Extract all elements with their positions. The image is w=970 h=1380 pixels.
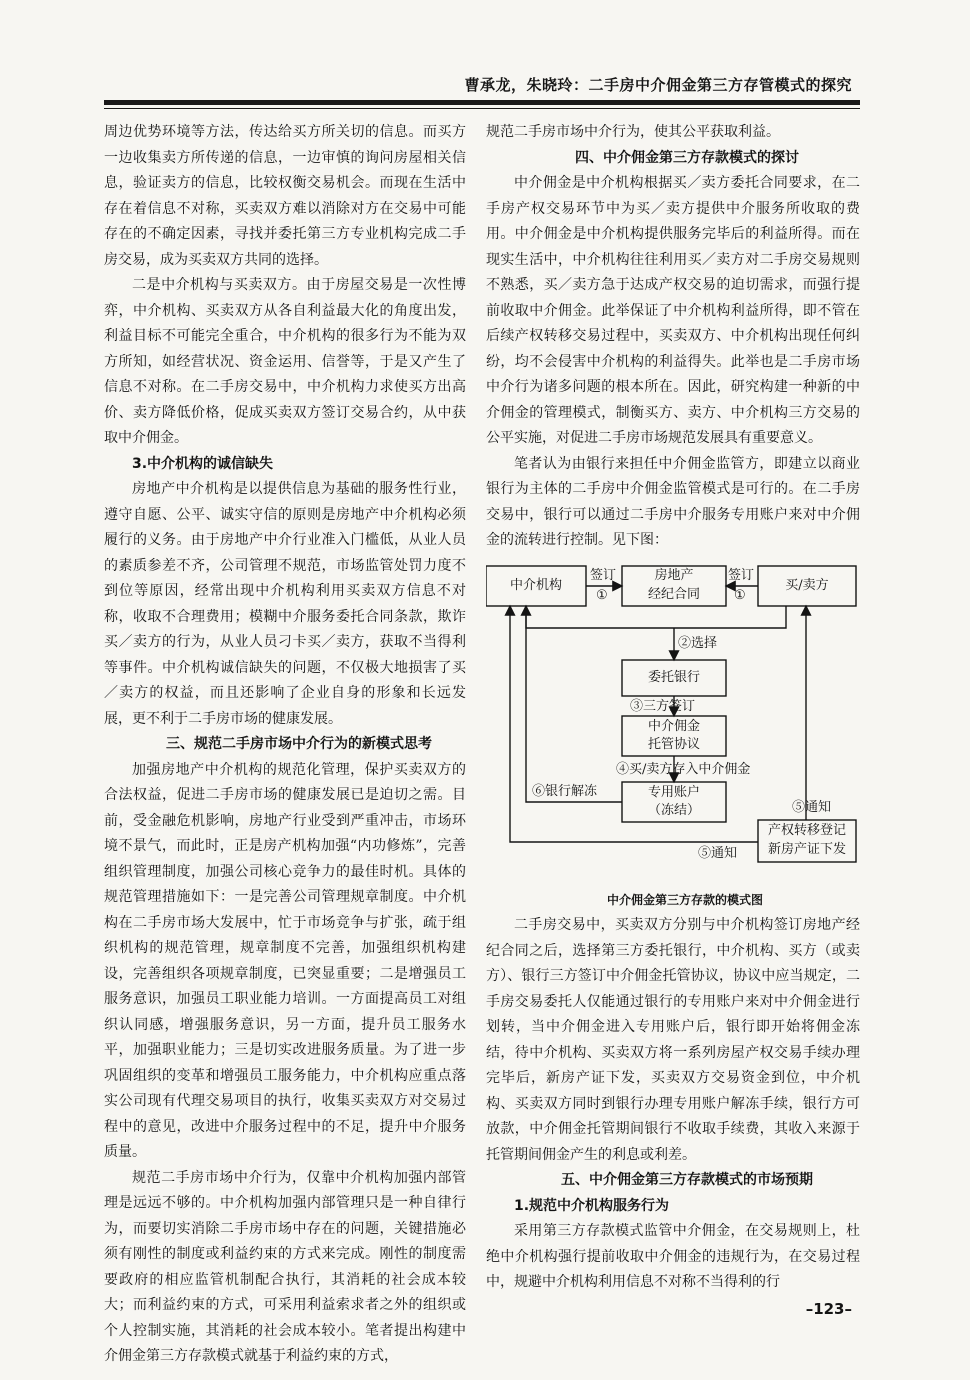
header-rule-thin (104, 108, 860, 109)
account-label-1: 专用账户 (647, 784, 700, 800)
section-heading: 三、规范二手房市场中介行为的新模式思考 (166, 736, 432, 752)
transfer-label-2: 新房产证下发 (767, 841, 846, 857)
paragraph: 周边优势环境等方法，传达给买方所关切的信息。而买方一边收集卖方所传递的信息，一边审慎的询问房屋相关信息，验证卖方的信息，比较权衡交易机会。而现在生活中存在着信息不对称，买卖双方难以消除对方在交易中可能存在的不确定因素，寻找并委托第三方专业机构完成二手房交易，成为买卖双方共同的选择。 (104, 124, 466, 268)
paragraph: 二是中介机构与买卖双方。由于房屋交易是一次性博弈，中介机构、买卖双方从各自利益最大化的角度出发，利益目标不可能完全重合，中介机构的很多行为不能为双方所知，如经营状况、资金运用、信誉等，于是又产生了信息不对称。在二手房交易中，中介机构力求使买方出高价、卖方降低价格，促成买卖双方签订交易合约，从中获取中介佣金。 (104, 277, 466, 446)
subsection-heading: 3.中介机构的诚信缺失 (132, 455, 274, 472)
step1-left-label: ① (596, 587, 608, 603)
paragraph: 笔者认为由银行来担任中介佣金监管方，即建立以商业银行为主体的二手房中介佣金监管模式是可行的。在二手房交易中，银行可以通过二手房中介服务专用账户来对中介佣金的流转进行控制。见下图： (486, 455, 860, 548)
paragraph: 规范二手房市场中介行为，仅靠中介机构加强内部管理是远远不够的。中介机构加强内部管理只是一种自律行为，而要切实消除二手房市场中存在的问题，关键措施必须有刚性的制度或利益约束的方式来完成。刚性的制度需要政府的相应监管机制配合执行，其消耗的社会成本较大；而利益约束的方式，可采用利益索求者之外的组织或个人控制实施，其消耗的社会成本较小。笔者提出构建中介佣金第三方存款模式就基于利益约束的方式， (104, 1169, 466, 1364)
paragraph: 加强房地产中介机构的规范化管理，保护买卖双方的合法权益，促进二手房市场的健康发展已是迫切之需。目前，受金融危机影响，房地产行业受到严重冲击，市场环境不景气，而此时，正是房产机构加强“内功修炼”，完善组织管理制度，加强公司核心竞争力的最佳时机。具体的规范管理措施如下：一是完善公司管理规章制度。中介机构在二手房市场大发展中，忙于市场竞争与扩张，疏于组织机构的规范管理，规章制度不完善，加强组织机构建设，完善组织各项规章制度，已突显重要；二是增强员工服务意识，加强员工职业能力培训。一方面提高员工对组织认同感，增强服务意识，另一方面，提升员工服务水平，加强职业能力；三是切实改进服务质量。为了进一步巩固组织的变革和增强员工服务能力，中介机构应重点落实公司现有代理交易项目的执行，收集买卖双方对交易过程中的意见，改进中介服务过程中的不足，提升中介服务质量。 (104, 761, 466, 1160)
section-heading: 五、中介佣金第三方存款模式的市场预期 (561, 1172, 813, 1188)
step2-label: ②选择 (678, 635, 718, 651)
left-column (104, 120, 466, 1370)
section-heading: 四、中介佣金第三方存款模式的探讨 (575, 149, 799, 166)
step1-right-label: ① (734, 587, 746, 603)
bank-label: 委托银行 (647, 669, 700, 685)
agreement-label-2: 托管协议 (647, 736, 700, 752)
right-column (486, 120, 860, 1296)
contract-label-2: 经纪合同 (647, 586, 700, 602)
paragraph: 房地产中介机构是以提供信息为基础的服务性行业，遵守自愿、公平、诚实守信的原则是房地产中介机构必须履行的义务。由于房地产中介行业准入门槛低，从业人员的素质参差不齐，公司管理不规范，市场监管处罚力度不到位等原因，经常出现中介机构利用买卖双方信息不对称，收取不合理费用；模糊中介服务委托合同条款，欺诈买／卖方的行为，从业人员刁卡买／卖方，获取不当得利等事件。中介机构诚信缺失的问题，不仅极大地损害了买／卖方的权益，而且还影响了企业自身的形象和长远发展，更不利于二手房市场的健康发展。 (104, 481, 466, 727)
paragraph: 采用第三方存款模式监管中介佣金，在交易规则上，杜绝中介机构强行提前收取中介佣金的违规行为，在交易过程中，规避中介机构利用信息不对称不当得利的行 (486, 1223, 860, 1290)
header-rule-thick (104, 100, 860, 105)
agreement-label-1: 中介佣金 (647, 718, 700, 734)
step3-label: ③三方签订 (630, 698, 696, 714)
subsection-heading: 1.规范中介机构服务行为 (514, 1197, 670, 1214)
step5-right-label: ⑤通知 (792, 799, 832, 815)
buyer-seller-label: 买/卖方 (785, 577, 829, 593)
paragraph: 规范二手房市场中介行为，使其公平获取利益。 (486, 124, 780, 140)
transfer-label-1: 产权转移登记 (767, 822, 846, 838)
figure-caption: 中介佣金第三方存款的模式图 (606, 892, 763, 907)
step5-bottom-label: ⑤通知 (698, 845, 738, 861)
paragraph: 中介佣金是中介机构根据买／卖方委托合同要求，在二手房产权交易环节中为买／卖方提供中介服务所收取的费用。中介佣金是中介机构提供服务完毕后的利益所得。而在现实生活中，中介机构往往利用买／卖方对二手房交易规则不熟悉，买／卖方急于达成产权交易的迫切需求，而强行提前收取中介佣金。此举保证了中介机构利益所得，即不管在后续产权转移交易过程中，买卖双方、中介机构出现任何纠纷，均不会侵害中介机构的利益得失。此举也是二手房市场中介行为诸多问题的根本所在。因此，研究构建一种新的中介佣金的管理模式，制衡买方、卖方、中介机构三方交易的公平实施，对促进二手房市场规范发展具有重要意义。 (486, 175, 860, 446)
running-title: 曹承龙，朱晓玲：二手房中介佣金第三方存管模式的探究 (464, 76, 852, 94)
sign-right-label: 签订 (728, 567, 755, 583)
flow-diagram (486, 560, 860, 888)
agency-label: 中介机构 (509, 577, 562, 593)
step6-label: ⑥银行解冻 (532, 783, 598, 799)
contract-label-1: 房地产 (654, 567, 694, 583)
sign-left-label: 签订 (590, 567, 617, 583)
account-label-2: （冻结） (647, 802, 700, 818)
paragraph: 二手房交易中，买卖双方分别与中介机构签订房地产经纪合同之后，选择第三方委托银行，中介机构、买方（或卖方）、银行三方签订中介佣金托管协议，协议中应当规定，二手房交易委托人仅能通过银行的专用账户来对中介佣金进行划转，当中介佣金进入专用账户后，银行即开始将佣金冻结，待中介机构、买卖双方将一系列房屋产权交易手续办理完毕后，新房产证下发，买卖双方交易资金到位，中介机构、买卖双方同时到银行办理专用账户解冻手续，银行方可放款，中介佣金托管期间银行不收取手续费，其收入来源于托管期间佣金产生的利息或利差。 (486, 917, 860, 1163)
step4-label: ④买/卖方存入中介佣金 (616, 761, 751, 777)
page-number: –123– (805, 1300, 852, 1318)
